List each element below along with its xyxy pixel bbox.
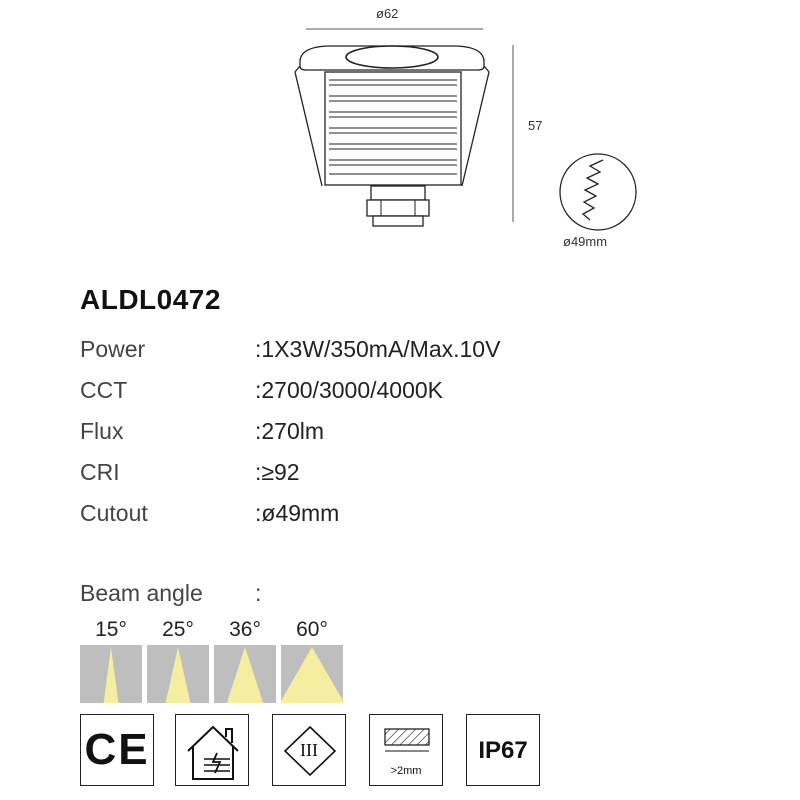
- class-iii-icon: [272, 714, 346, 786]
- beam-angle-value: 15°: [95, 618, 127, 641]
- width-dimension-label: ø62: [376, 6, 399, 21]
- beam-cone: [227, 647, 263, 703]
- beam-angle-colon: :: [255, 580, 262, 606]
- spec-label: Power: [80, 336, 146, 362]
- cable-gland-nut: [367, 200, 429, 216]
- ce-mark-text: CE: [84, 725, 150, 774]
- beam-diagram: [80, 645, 142, 703]
- ip-rating-text: IP67: [478, 737, 528, 764]
- spec-value: :1X3W/350mA/Max.10V: [255, 336, 501, 362]
- ip-rating-icon: [466, 714, 540, 786]
- spec-row-cri: [80, 459, 640, 489]
- spring-clip-right: [462, 66, 489, 186]
- cutout-dimension-label: ø49mm: [563, 234, 608, 249]
- spec-value: :ø49mm: [255, 500, 340, 526]
- beam-angle-value: 25°: [162, 618, 194, 641]
- spec-label: CCT: [80, 377, 128, 403]
- beam-diagram: [281, 645, 343, 703]
- beam-cone: [166, 647, 191, 703]
- product-model-title: ALDL0472: [80, 284, 221, 315]
- lens-opening: [346, 46, 438, 68]
- cable-gland-lower: [373, 216, 423, 226]
- beam-angle-label: Beam angle: [80, 580, 203, 606]
- house-symbol-icon: [176, 715, 250, 787]
- beam-angle-value: 60°: [296, 618, 328, 641]
- height-dimension-label: 57: [528, 118, 543, 133]
- min-distance-text: >2mm: [390, 765, 422, 777]
- class-iii-text: III: [300, 740, 318, 760]
- min-distance-icon: [369, 714, 443, 786]
- beam-diagram: [147, 645, 209, 703]
- technical-drawing: [0, 0, 800, 260]
- spec-row-power: [80, 336, 640, 366]
- spec-value: :2700/3000/4000K: [255, 377, 444, 403]
- spec-row-flux: [80, 418, 640, 448]
- ce-mark-icon: [80, 714, 154, 786]
- spec-label: CRI: [80, 459, 120, 485]
- spec-label: Cutout: [80, 500, 148, 526]
- beam-diagram: [214, 645, 276, 703]
- cable-gland-upper: [371, 186, 425, 200]
- spec-value: :≥92: [255, 459, 300, 485]
- cutout-circle: [560, 154, 636, 230]
- beam-angle-value: 36°: [229, 618, 261, 641]
- beam-cone: [281, 647, 343, 703]
- spec-label: Flux: [80, 418, 124, 444]
- spec-row-cct: [80, 377, 640, 407]
- house-fire-icon: [175, 714, 249, 786]
- spec-value: :270lm: [255, 418, 325, 444]
- spring-clip-left: [295, 66, 322, 186]
- beam-cone: [104, 647, 119, 703]
- spec-row-cutout: [80, 500, 640, 530]
